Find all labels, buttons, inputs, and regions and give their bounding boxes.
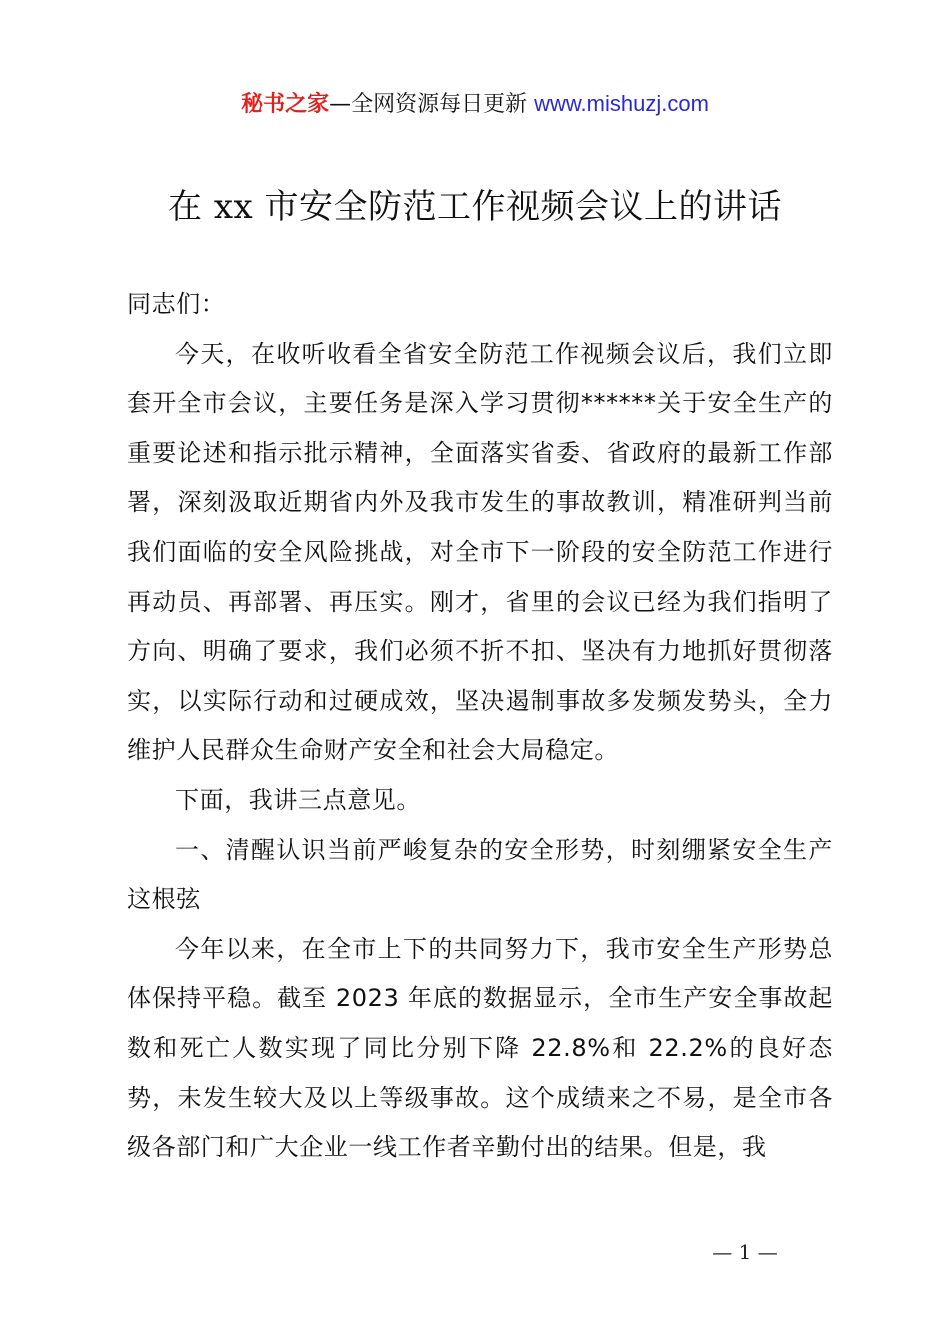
body-paragraph: 今年以来，在全市上下的共同努力下，我市安全生产形势总体保持平稳。截至 2023 年底的数据显示，全市生产安全事故起数和死亡人数实现了同比分别下降 22.8%和 22.2%的良好态势，未发生较大及以上等级事故。这个成绩来之不易，是全市各级各部门和广大企业一线工作者辛勤付出的结果。但是，我: [127, 934, 833, 1162]
document-body: [127, 280, 833, 1173]
page-number: — 1 —: [712, 1240, 778, 1264]
site-header: [0, 86, 950, 123]
site-url-link[interactable]: www.mishuzj.com: [534, 91, 709, 116]
salutation: 同志们：: [127, 290, 226, 318]
document-title: 在 xx 市安全防范工作视频会议上的讲话: [168, 187, 782, 227]
brand-name: 秘书之家: [241, 92, 330, 117]
header-slogan: —全网资源每日更新: [329, 92, 528, 117]
body-paragraph: 下面，我讲三点意见。: [175, 785, 421, 814]
body-paragraph: 今天，在收听收看全省安全防范工作视频会议后，我们立即套开全市会议，主要任务是深入学习贯彻******关于安全生产的重要论述和指示批示精神，全面落实省委、省政府的最新工作部署，深刻汲取近期省内外及我市发生的事故教训，精准研判当前我们面临的安全风险挑战，对全市下一阶段的安全防范工作进行再动员、再部署、再压实。刚才，省里的会议已经为我们指明了方向、明确了要求，我们必须不折不扣、坚决有力地抓好贯彻落实，以实际行动和过硬成效，坚决遏制事故多发频发势头，全力维护人民群众生命财产安全和社会大局稳定。: [127, 339, 833, 765]
section-heading: 一、清醒认识当前严峻复杂的安全形势，时刻绷紧安全生产这根弦: [127, 835, 833, 914]
